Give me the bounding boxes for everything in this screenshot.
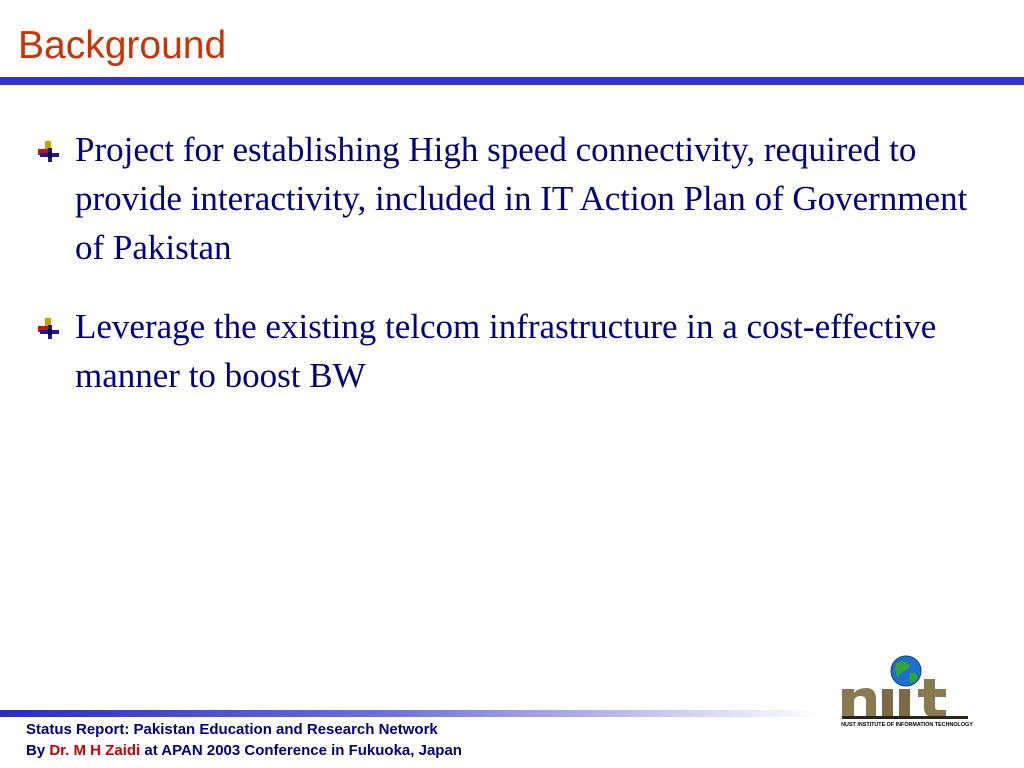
- logo-caption: NUST INSTITUTE OF INFORMATION TECHNOLOGY: [841, 722, 973, 728]
- footer-line-2: [26, 740, 462, 761]
- footer-divider: [0, 710, 820, 717]
- bullet-text: Project for establishing High speed connectivity, required to provide interactivity, included in IT Action Plan of Government of Pakistan: [75, 130, 968, 267]
- footer-author: Dr. M H Zaidi: [49, 742, 141, 759]
- title-divider: [0, 77, 1024, 85]
- bullet-text: Leverage the existing telcom infrastructure in a cost-effective manner to boost BW: [75, 307, 937, 395]
- footer-by-label: By: [26, 742, 50, 759]
- slide-footer: [26, 719, 462, 761]
- footer-line-1: Status Report: Pakistan Education and Research Network: [26, 721, 438, 738]
- 3d-plus-bullet-icon: [36, 317, 62, 343]
- globe-icon: [891, 656, 921, 686]
- slide-title: Background: [18, 24, 227, 67]
- niit-logo: [824, 655, 984, 731]
- footer-conference-label: at APAN 2003 Conference in Fukuoka, Japan: [140, 742, 462, 759]
- 3d-plus-bullet-icon: [36, 140, 62, 166]
